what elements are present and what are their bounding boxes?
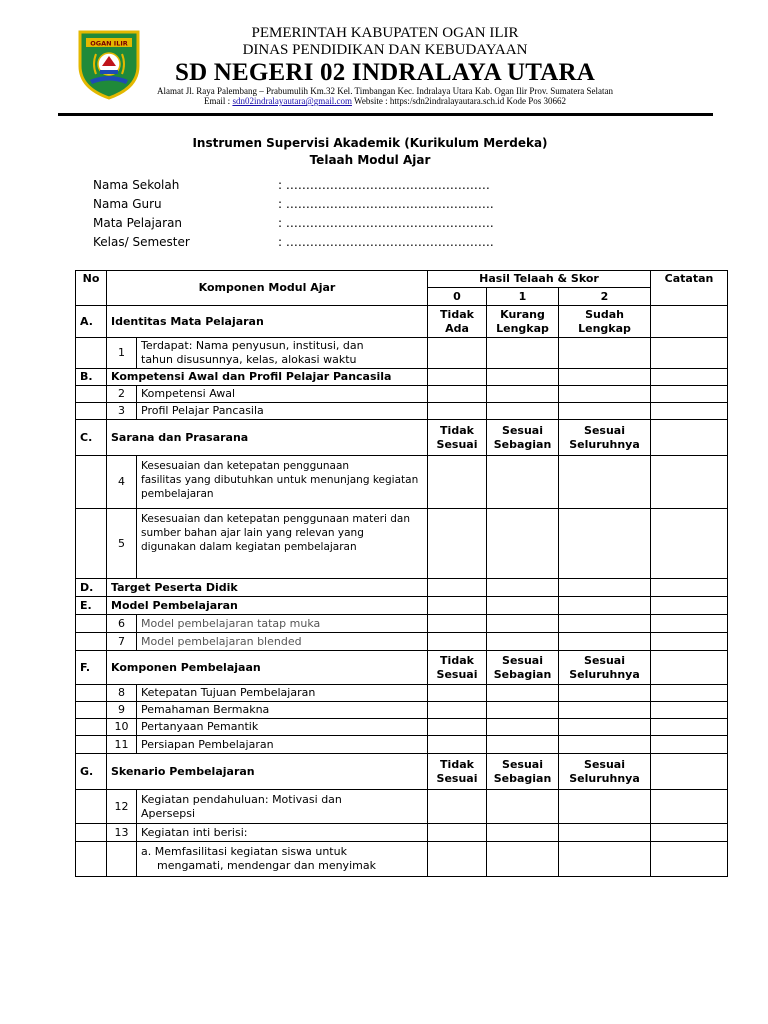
section-title: Kompetensi Awal dan Profil Pelajar Pancasila xyxy=(107,369,428,386)
indent-cell xyxy=(76,386,107,403)
item-number: 12 xyxy=(107,790,137,824)
score-cell-1[interactable] xyxy=(487,790,559,824)
score-cell-2[interactable] xyxy=(559,369,651,386)
criteria-2: Sesuai Seluruhnya xyxy=(559,420,651,456)
item-text: Pemahaman Bermakna xyxy=(137,702,428,719)
item-text: Terdapat: Nama penyusun, institusi, dan tahun disusunnya, kelas, alokasi waktu xyxy=(137,338,428,369)
catatan-cell[interactable] xyxy=(651,736,728,754)
indent-cell xyxy=(76,403,107,420)
criteria-0: Tidak Sesuai xyxy=(428,420,487,456)
info-label: Kelas/ Semester xyxy=(93,235,190,249)
criteria-1: Kurang Lengkap xyxy=(487,306,559,338)
item-row-13a xyxy=(76,842,728,877)
score-cell-0[interactable] xyxy=(428,338,487,369)
indent-cell xyxy=(76,790,107,824)
score-cell-2[interactable] xyxy=(559,702,651,719)
item-text: Profil Pelajar Pancasila xyxy=(137,403,428,420)
section-title: Skenario Pembelajaran xyxy=(107,754,428,790)
score-1: 1 xyxy=(487,288,559,306)
score-cell-1[interactable] xyxy=(487,685,559,702)
section-code: A. xyxy=(76,306,107,338)
catatan-cell[interactable] xyxy=(651,597,728,615)
score-cell-2[interactable] xyxy=(559,597,651,615)
score-cell-2[interactable] xyxy=(559,719,651,736)
criteria-2: Sudah Lengkap xyxy=(559,306,651,338)
catatan-cell[interactable] xyxy=(651,824,728,842)
score-cell-2[interactable] xyxy=(559,633,651,651)
item-text: Model pembelajaran blended xyxy=(137,633,428,651)
catatan-cell[interactable] xyxy=(651,403,728,420)
item-row-9 xyxy=(76,702,728,719)
score-cell-1[interactable] xyxy=(487,842,559,877)
item-row-11 xyxy=(76,736,728,754)
item-number: 10 xyxy=(107,719,137,736)
item-number: 6 xyxy=(107,615,137,633)
score-2: 2 xyxy=(559,288,651,306)
item-row-10 xyxy=(76,719,728,736)
score-cell-0[interactable] xyxy=(428,615,487,633)
catatan-cell[interactable] xyxy=(651,719,728,736)
item-text: Kesesuaian dan ketepatan penggunaan materi dan sumber bahan ajar lain yang relevan yang digunakan dalam kegiatan pembelajaran xyxy=(137,509,428,579)
criteria-2: Sesuai Seluruhnya xyxy=(559,651,651,685)
item-text: a. Memfasilitasi kegiatan siswa untuk mengamati, mendengar dan menyimak xyxy=(137,842,428,877)
indent-cell xyxy=(76,702,107,719)
item-text: Kegiatan inti berisi: xyxy=(137,824,428,842)
catatan-cell[interactable] xyxy=(651,702,728,719)
section-code: E. xyxy=(76,597,107,615)
indent-cell xyxy=(107,842,137,877)
score-cell-1[interactable] xyxy=(487,615,559,633)
section-code: D. xyxy=(76,579,107,597)
indent-cell xyxy=(76,824,107,842)
item-row-12 xyxy=(76,790,728,824)
score-cell-2[interactable] xyxy=(559,579,651,597)
catatan-cell[interactable] xyxy=(651,386,728,403)
item-text: Model pembelajaran tatap muka xyxy=(137,615,428,633)
criteria-1: Sesuai Sebagian xyxy=(487,420,559,456)
section-row-b xyxy=(76,369,728,386)
info-label: Nama Sekolah xyxy=(93,178,180,192)
item-text: Pertanyaan Pemantik xyxy=(137,719,428,736)
item-number: 7 xyxy=(107,633,137,651)
criteria-1: Sesuai Sebagian xyxy=(487,651,559,685)
svg-text:OGAN ILIR: OGAN ILIR xyxy=(90,39,128,48)
score-cell-0[interactable] xyxy=(428,702,487,719)
catatan-cell[interactable] xyxy=(651,685,728,702)
item-text: Kegiatan pendahuluan: Motivasi dan Apersepsi xyxy=(137,790,428,824)
score-cell-2[interactable] xyxy=(559,403,651,420)
item-row-13 xyxy=(76,824,728,842)
item-row-8 xyxy=(76,685,728,702)
section-row-a xyxy=(76,306,728,338)
item-number: 9 xyxy=(107,702,137,719)
item-text: Kompetensi Awal xyxy=(137,386,428,403)
supervision-table xyxy=(75,270,728,877)
score-cell-0[interactable] xyxy=(428,456,487,509)
section-row-c xyxy=(76,420,728,456)
ogan-ilir-logo xyxy=(76,26,142,100)
score-cell-1[interactable] xyxy=(487,736,559,754)
indent-cell xyxy=(76,736,107,754)
catatan-cell[interactable] xyxy=(651,754,728,790)
indent-cell xyxy=(76,456,107,509)
item-row-6 xyxy=(76,615,728,633)
section-code: B. xyxy=(76,369,107,386)
catatan-cell[interactable] xyxy=(651,338,728,369)
info-value: : ……………………………………………. xyxy=(278,197,494,211)
info-value: : ……………………………………………. xyxy=(278,235,494,249)
info-value: : …………………………………………… xyxy=(278,178,490,192)
document-title: Instrumen Supervisi Akademik (Kurikulum Merdeka) xyxy=(192,136,548,150)
score-cell-0[interactable] xyxy=(428,719,487,736)
catatan-cell[interactable] xyxy=(651,842,728,877)
info-value: : ……………………………………………. xyxy=(278,216,494,230)
item-number: 11 xyxy=(107,736,137,754)
criteria-0: Tidak Sesuai xyxy=(428,754,487,790)
letterhead-address: Alamat Jl. Raya Palembang – Prabumulih Km.32 Kel. Timbangan Kec. Indralaya Utara Kab. Ogan Ilir Prov. Sumatera Selatan xyxy=(156,86,614,96)
letterhead-contact xyxy=(150,96,620,106)
indent-cell xyxy=(76,338,107,369)
indent-cell xyxy=(76,842,107,877)
item-number: 1 xyxy=(107,338,137,369)
indent-cell xyxy=(76,719,107,736)
score-cell-1[interactable] xyxy=(487,403,559,420)
item-number: 2 xyxy=(107,386,137,403)
website-text: Website : https:/sdn2indralayautara.sch.id Kode Pos 30662 xyxy=(354,96,567,106)
criteria-1: Sesuai Sebagian xyxy=(487,754,559,790)
info-label: Mata Pelajaran xyxy=(93,216,183,230)
item-row-1 xyxy=(76,338,728,369)
catatan-cell[interactable] xyxy=(651,651,728,685)
section-code: G. xyxy=(76,754,107,790)
score-0: 0 xyxy=(428,288,487,306)
item-row-2 xyxy=(76,386,728,403)
score-cell-2[interactable] xyxy=(559,338,651,369)
letterhead-rule xyxy=(58,113,713,116)
section-row-f xyxy=(76,651,728,685)
catatan-cell[interactable] xyxy=(651,615,728,633)
header-no: No xyxy=(76,271,107,306)
indent-cell xyxy=(76,685,107,702)
score-cell-1[interactable] xyxy=(487,597,559,615)
score-cell-0[interactable] xyxy=(428,633,487,651)
catatan-cell[interactable] xyxy=(651,509,728,579)
score-cell-0[interactable] xyxy=(428,597,487,615)
item-text: Ketepatan Tujuan Pembelajaran xyxy=(137,685,428,702)
item-text: Persiapan Pembelajaran xyxy=(137,736,428,754)
score-cell-0[interactable] xyxy=(428,842,487,877)
score-cell-1[interactable] xyxy=(487,719,559,736)
item-number: 4 xyxy=(107,456,137,509)
section-title: Identitas Mata Pelajaran xyxy=(107,306,428,338)
score-cell-0[interactable] xyxy=(428,403,487,420)
catatan-cell[interactable] xyxy=(651,456,728,509)
score-cell-0[interactable] xyxy=(428,386,487,403)
score-cell-0[interactable] xyxy=(428,509,487,579)
item-row-3 xyxy=(76,403,728,420)
score-cell-1[interactable] xyxy=(487,824,559,842)
score-cell-2[interactable] xyxy=(559,685,651,702)
score-cell-2[interactable] xyxy=(559,824,651,842)
section-row-g xyxy=(76,754,728,790)
score-cell-0[interactable] xyxy=(428,685,487,702)
section-title: Model Pembelajaran xyxy=(107,597,428,615)
score-cell-1[interactable] xyxy=(487,369,559,386)
criteria-0: Tidak Ada xyxy=(428,306,487,338)
score-cell-2[interactable] xyxy=(559,790,651,824)
indent-cell xyxy=(76,509,107,579)
score-cell-0[interactable] xyxy=(428,369,487,386)
score-cell-0[interactable] xyxy=(428,824,487,842)
score-cell-0[interactable] xyxy=(428,736,487,754)
score-cell-1[interactable] xyxy=(487,386,559,403)
criteria-2: Sesuai Seluruhnya xyxy=(559,754,651,790)
score-cell-0[interactable] xyxy=(428,579,487,597)
table-header-row xyxy=(76,271,728,288)
section-title: Sarana dan Prasarana xyxy=(107,420,428,456)
item-number: 13 xyxy=(107,824,137,842)
score-cell-2[interactable] xyxy=(559,386,651,403)
item-number: 3 xyxy=(107,403,137,420)
criteria-0: Tidak Sesuai xyxy=(428,651,487,685)
letterhead-government: PEMERINTAH KABUPATEN OGAN ILIR xyxy=(251,25,519,41)
section-code: F. xyxy=(76,651,107,685)
score-cell-2[interactable] xyxy=(559,456,651,509)
score-cell-1[interactable] xyxy=(487,338,559,369)
catatan-cell[interactable] xyxy=(651,790,728,824)
catatan-cell[interactable] xyxy=(651,369,728,386)
info-label: Nama Guru xyxy=(93,197,162,211)
catatan-cell[interactable] xyxy=(651,633,728,651)
score-cell-1[interactable] xyxy=(487,509,559,579)
score-cell-1[interactable] xyxy=(487,702,559,719)
score-cell-0[interactable] xyxy=(428,790,487,824)
email-label: Email : xyxy=(203,96,231,106)
section-title: Komponen Pembelajaan xyxy=(107,651,428,685)
section-row-d xyxy=(76,579,728,597)
email-link[interactable]: sdn02indralayautara@gmail.com xyxy=(232,96,352,106)
letterhead-department: DINAS PENDIDIKAN DAN KEBUDAYAAN xyxy=(242,42,528,58)
score-cell-2[interactable] xyxy=(559,509,651,579)
item-row-7 xyxy=(76,633,728,651)
item-row-4 xyxy=(76,456,728,509)
header-catatan: Catatan xyxy=(651,271,728,306)
item-text: Kesesuaian dan ketepatan penggunaan fasilitas yang dibutuhkan untuk menunjang kegiatan pembelajaran xyxy=(137,456,428,509)
catatan-cell[interactable] xyxy=(651,420,728,456)
catatan-cell[interactable] xyxy=(651,579,728,597)
score-cell-2[interactable] xyxy=(559,842,651,877)
item-number: 8 xyxy=(107,685,137,702)
score-cell-1[interactable] xyxy=(487,579,559,597)
score-cell-2[interactable] xyxy=(559,736,651,754)
score-cell-2[interactable] xyxy=(559,615,651,633)
header-komponen: Komponen Modul Ajar xyxy=(107,271,428,306)
letterhead-school-name: SD NEGERI 02 INDRALAYA UTARA xyxy=(174,59,596,86)
document-subtitle: Telaah Modul Ajar xyxy=(309,153,431,167)
indent-cell xyxy=(76,615,107,633)
section-row-e xyxy=(76,597,728,615)
item-row-5 xyxy=(76,509,728,579)
item-number: 5 xyxy=(107,509,137,579)
score-cell-1[interactable] xyxy=(487,633,559,651)
score-cell-1[interactable] xyxy=(487,456,559,509)
catatan-cell[interactable] xyxy=(651,306,728,338)
indent-cell xyxy=(76,633,107,651)
section-code: C. xyxy=(76,420,107,456)
header-hasil: Hasil Telaah & Skor xyxy=(428,271,651,288)
section-title: Target Peserta Didik xyxy=(107,579,428,597)
